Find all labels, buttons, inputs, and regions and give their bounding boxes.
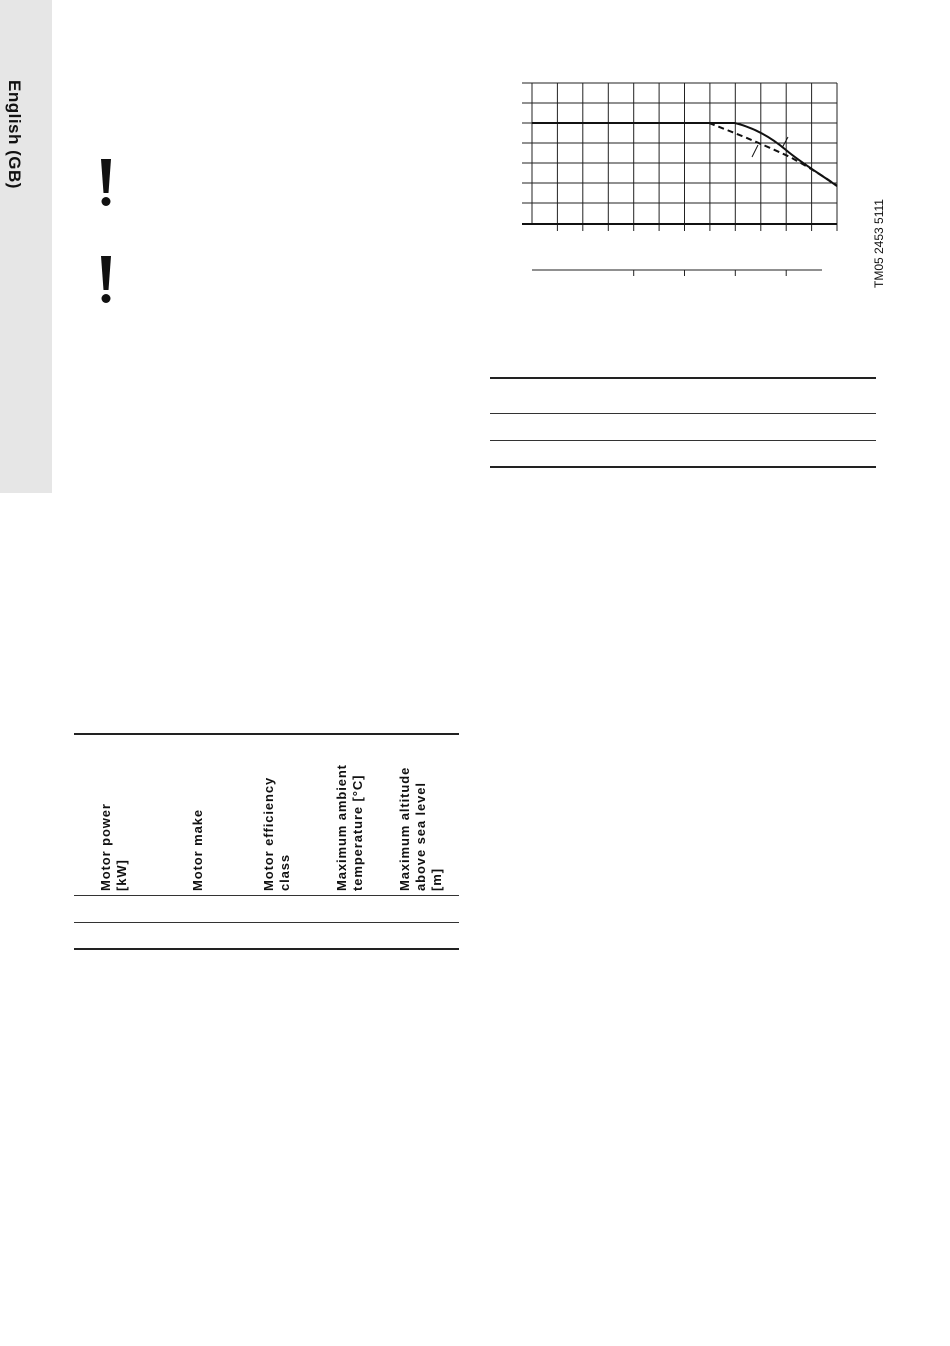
right-table-bottom-rule — [490, 466, 876, 468]
chart-curve-dashed — [709, 123, 837, 186]
right-table-top-rule — [490, 377, 876, 379]
exclamation-icon — [97, 254, 115, 304]
figure-code: TM05 2453 5111 — [872, 199, 886, 288]
col-header-max-altitude: Maximum altitude above sea level [m] — [397, 766, 444, 891]
motor-table-header-rule — [74, 895, 459, 896]
derating-chart — [510, 70, 850, 290]
motor-table-bottom-rule — [74, 948, 459, 950]
chart-secondary-axis — [532, 270, 822, 276]
chart-leader-dashed — [752, 145, 758, 157]
col-header-motor-power: Motor power [kW] — [98, 803, 129, 891]
chart-grid — [522, 83, 837, 231]
col-header-motor-efficiency-class: Motor efficiency class — [261, 776, 292, 891]
language-label: English (GB) — [5, 80, 24, 189]
right-table-rule — [490, 413, 876, 414]
motor-table-row-rule — [74, 922, 459, 923]
right-table-rule — [490, 440, 876, 441]
col-header-motor-make: Motor make — [190, 809, 205, 891]
language-side-tab — [0, 0, 52, 493]
col-header-max-ambient-temperature: Maximum ambient temperature [°C] — [334, 764, 365, 891]
motor-table-top-rule — [74, 733, 459, 735]
exclamation-icon — [97, 157, 115, 207]
